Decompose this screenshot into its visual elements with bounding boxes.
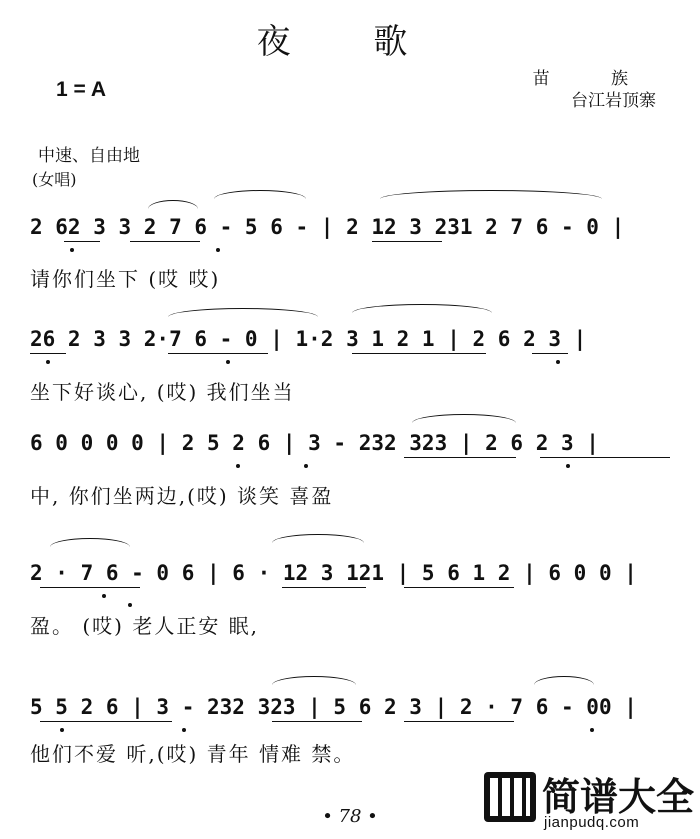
site-logo[interactable] [484,770,696,836]
slur [534,676,594,685]
low-octave-dot [182,728,186,732]
piano-icon [484,772,536,822]
lyrics-line: 坐下好谈心, (哎) 我们坐当 [30,380,295,404]
lyrics-line: 盈。 (哎) 老人正安 眠, [30,614,260,638]
beam-underline [282,587,366,588]
beam-underline [130,241,200,242]
logo-url[interactable]: jianpudq.com [544,814,640,831]
beam-underline [272,721,362,722]
low-octave-dot [566,464,570,468]
low-octave-dot [304,464,308,468]
notation-line: 5 5 2 6 | 3 - 232 323 | 5 6 2 3 | 2 · 7 6 - 00 | [30,695,637,719]
slur [168,308,318,317]
beam-underline [404,721,514,722]
lyrics-line: 中, 你们坐两边,(哎) 谈笑 喜盈 [30,484,334,508]
notation-line: 26 2 3 3 2·7 6 - 0 | 1·2 3 1 2 1 | 2 6 2 3 | [30,327,587,351]
beam-underline [64,241,100,242]
low-octave-dot [226,360,230,364]
key-signature: 1 = A [56,78,106,101]
beam-underline [40,587,140,588]
low-octave-dot [70,248,74,252]
low-octave-dot [590,728,594,732]
beam-underline [540,457,670,458]
low-octave-dot [128,603,132,607]
beam-underline [168,353,268,354]
notation-line: 2 · 7 6 - 0 6 | 6 · 12 3 121 | 5 6 1 2 | 6 0 0 | [30,561,637,585]
low-octave-dot [60,728,64,732]
slur [352,304,492,313]
slur [214,190,306,199]
voice-marking: (女唱) [32,170,77,189]
page-number: • 78 • [322,806,378,827]
slur [50,538,130,547]
origin-place: 台江岩顶寨 [571,91,656,111]
low-octave-dot [556,360,560,364]
beam-underline [404,587,514,588]
tempo-marking: 中速、自由地 [38,146,140,166]
origin-ethnicity: 苗 族 [532,69,656,89]
low-octave-dot [46,360,50,364]
slur [148,200,198,209]
logo-text: 简谱大全 [542,775,695,819]
slur [380,190,602,199]
notation-line: 2 62 3 3 2 7 6 - 5 6 - | 2 12 3 231 2 7 6 - 0 | [30,215,625,239]
beam-underline [30,353,66,354]
lyrics-line: 他们不爱 听,(哎) 青年 情难 禁。 [30,742,356,766]
slur [272,534,364,543]
beam-underline [532,353,568,354]
beam-underline [372,241,442,242]
song-title: 夜 歌 [256,22,444,62]
low-octave-dot [102,594,106,598]
beam-underline [404,457,516,458]
slur [272,676,356,685]
beam-underline [40,721,172,722]
slur [412,414,516,423]
lyrics-line: 请你们坐下 (哎 哎) [30,267,221,291]
low-octave-dot [216,248,220,252]
low-octave-dot [236,464,240,468]
notation-line: 6 0 0 0 0 | 2 5 2 6 | 3 - 232 323 | 2 6 2 3 | [30,431,599,455]
beam-underline [352,353,486,354]
